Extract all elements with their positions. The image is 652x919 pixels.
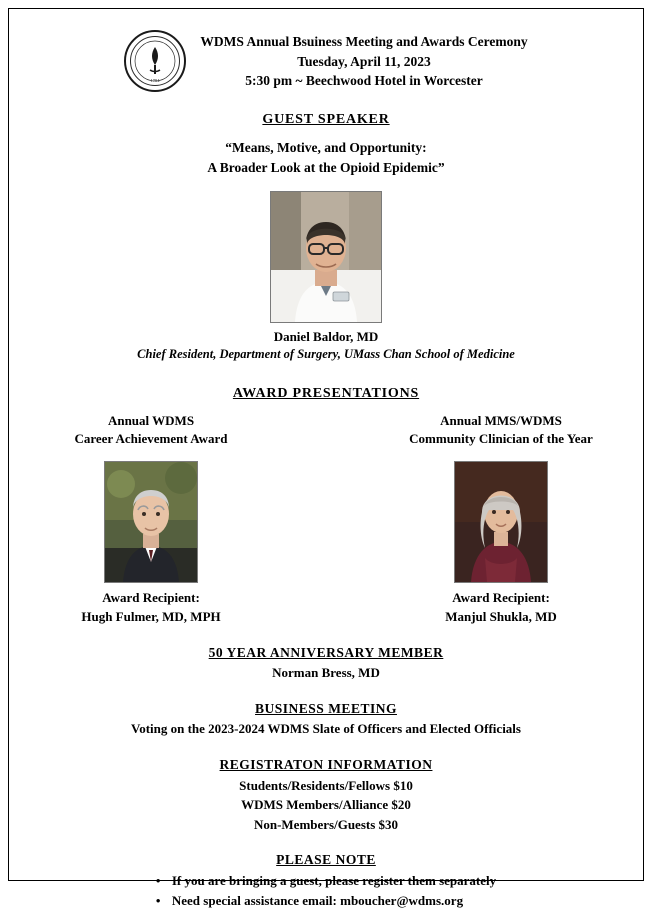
note-item: • Need special assistance email: mboucher@wdms.org (156, 891, 496, 911)
award-item-community-clinician (401, 412, 601, 627)
business-meeting-title: BUSINESS MEETING (255, 700, 397, 716)
award-heading-line-2: Career Achievement Award (74, 431, 228, 447)
header-title-block (200, 28, 527, 91)
award-heading-line-2-right: Community Clinician of the Year (409, 431, 593, 447)
anniversary-name: Norman Bress, MD (272, 664, 380, 680)
speaker-portrait (270, 191, 382, 323)
awards-title: AWARD PRESENTATIONS (232, 385, 420, 401)
awards-row (38, 412, 614, 627)
award-recipient-label-right: Award Recipient: (452, 590, 550, 606)
business-meeting-line: Voting on the 2023-2024 WDMS Slate of Officers and Elected Officials (131, 720, 521, 736)
registration-section (38, 757, 614, 835)
please-note-section (38, 852, 614, 911)
speaker-name: Daniel Baldor, MD (273, 328, 379, 344)
award-item-career-achievement (51, 412, 251, 627)
anniversary-title: 50 YEAR ANNIVERSARY MEMBER (208, 644, 444, 660)
registration-list (38, 776, 614, 835)
business-meeting-section (38, 701, 614, 739)
guest-speaker-section (38, 112, 614, 362)
registration-item: WDMS Members/Alliance $20 (241, 797, 411, 813)
award-recipient-portrait-right (454, 461, 548, 583)
registration-title: REGISTRATON INFORMATION (219, 756, 433, 772)
society-seal-icon (124, 30, 186, 92)
svg-text:1794: 1794 (150, 78, 160, 83)
registration-item: Non-Members/Guests $30 (253, 816, 399, 832)
header-line-1: WDMS Annual Bsuiness Meeting and Awards Ceremony (200, 34, 528, 49)
flyer-content (12, 10, 640, 919)
header (38, 28, 614, 92)
guest-speaker-title: GUEST SPEAKER (262, 112, 390, 127)
note-item: • If you are bringing a guest, please register them separately (156, 871, 496, 891)
registration-item: Students/Residents/Fellows $10 (239, 777, 413, 793)
anniversary-section (38, 645, 614, 683)
talk-title-line-2: A Broader Look at the Opioid Epidemic” (207, 160, 445, 176)
award-heading-line-1: Annual WDMS (107, 412, 195, 428)
please-note-title: PLEASE NOTE (276, 852, 376, 868)
award-heading-line-1-right: Annual MMS/WDMS (440, 412, 562, 428)
award-recipient-label-left: Award Recipient: (102, 590, 200, 606)
talk-title-line-1: “Means, Motive, and Opportunity: (225, 140, 427, 155)
award-recipient-name-right: Manjul Shukla, MD (445, 609, 557, 625)
award-recipient-portrait-left (104, 461, 198, 583)
header-line-2: Tuesday, April 11, 2023 (297, 53, 431, 69)
please-note-list (156, 871, 496, 911)
speaker-role: Chief Resident, Department of Surgery, UMass Chan School of Medicine (137, 346, 515, 361)
award-recipient-name-left: Hugh Fulmer, MD, MPH (81, 609, 221, 625)
header-line-3: 5:30 pm ~ Beechwood Hotel in Worcester (245, 73, 483, 89)
awards-section (38, 386, 614, 627)
